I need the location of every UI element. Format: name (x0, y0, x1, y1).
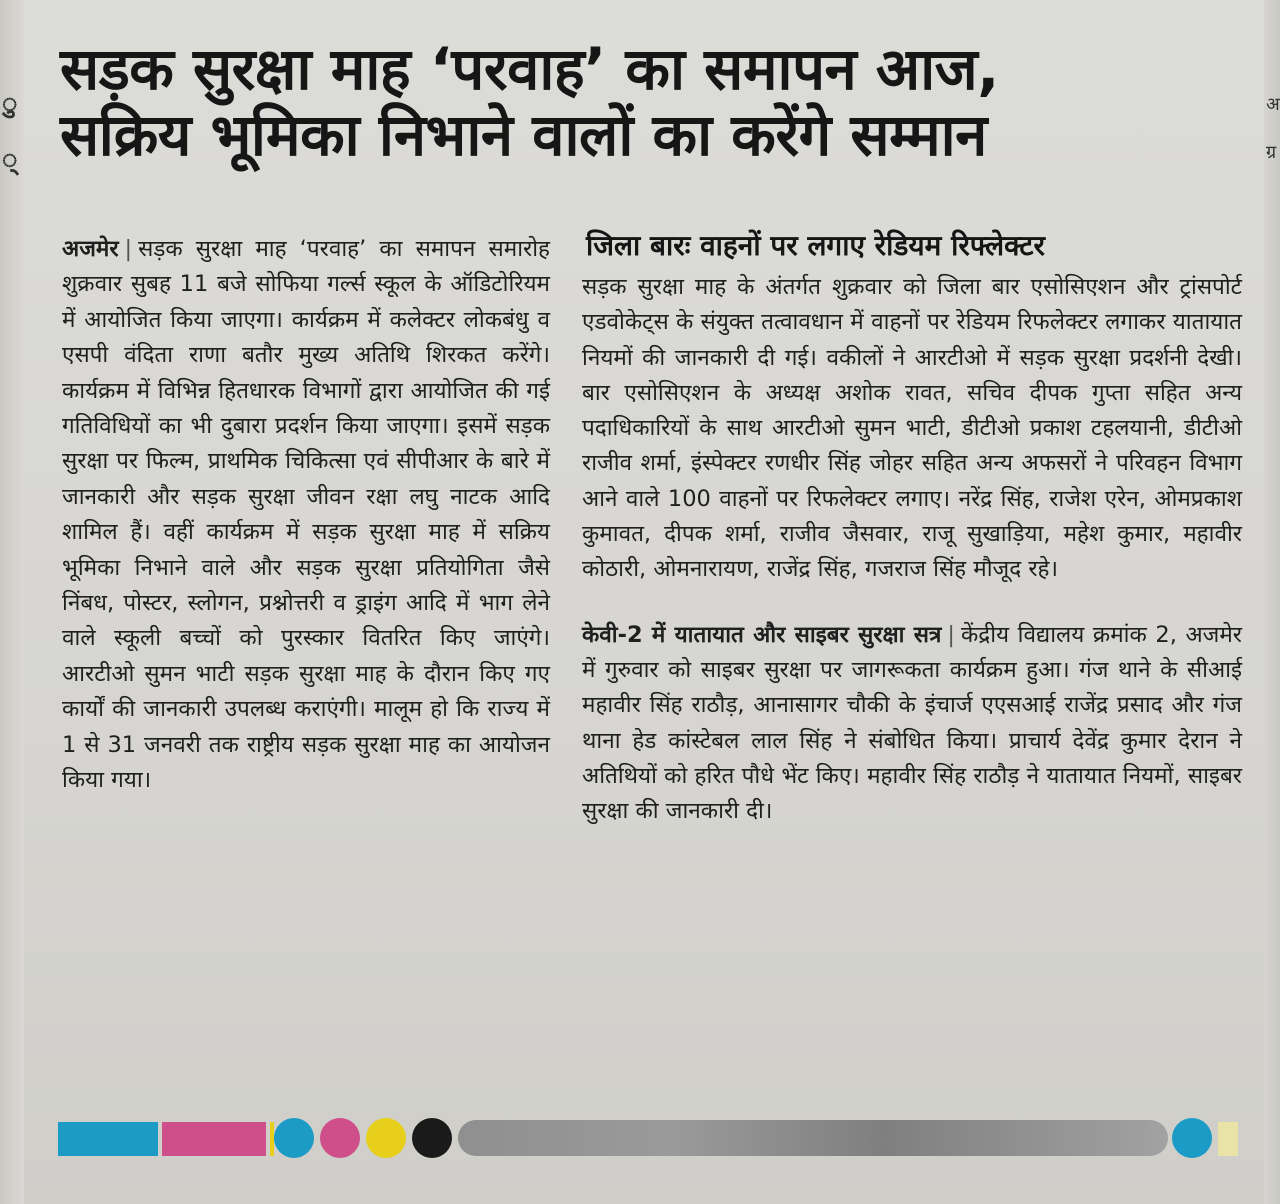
light-yellow-block (1218, 1122, 1238, 1156)
dateline: अजमेर (62, 236, 119, 262)
cyan-dot-right (1172, 1118, 1212, 1158)
print-color-registration-bar (58, 1118, 1238, 1158)
left-column-article (62, 232, 550, 799)
adjacent-column-right-edge: अ ग्र (1264, 0, 1280, 1204)
article-district-bar-body: सड़क सुरक्षा माह के अंतर्गत शुक्रवार को जिला बार एसोसिएशन और ट्रांसपोर्ट एडवोकेट्स के संयुक्त तत्वावधान में वाहनों पर रेडियम रिफलेक्टर लगाकर यातायात नियमों की जानकारी दी गई। वकीलों ने आरटीओ में सड़क सुरक्षा प्रदर्शनी देखी। बार एसोसिएशन के अध्यक्ष अशोक रावत, सचिव दीपक गुप्ता सहित अन्य पदाधिकारियों के साथ आरटीओ सुमन भाटी, डीटीओ प्रकाश टहलयानी, डीटीओ राजीव शर्मा, इंस्पेक्टर रणधीर सिंह जोहर सहित अन्य अफसरों ने परिवहन विभाग आने वाले 100 वाहनों पर रिफलेक्टर लगाए। नरेंद्र सिंह, राजेश एरेन, ओमप्रकाश कुमावत, दीपक शर्मा, राजीव जैसवार, राजू सुखाड़िया, महेश कुमार, महावीर कोठारी, ओमनारायण, राजेंद्र सिंह, गजराज सिंह मौजूद रहे। (582, 274, 1242, 583)
adjacent-column-left-edge: ु ् (0, 0, 24, 1204)
grey-density-strip (458, 1120, 1168, 1156)
magenta-dot (320, 1118, 360, 1158)
kv2-separator: | (947, 621, 955, 648)
headline-line-1: सड़क सुरक्षा माह ‘परवाह’ का समापन आज, (60, 35, 999, 103)
headline (60, 36, 1250, 168)
cyan-dot (274, 1118, 314, 1158)
headline-line-2: सक्रिय भूमिका निभाने वालों का करेंगे सम्मान (60, 101, 987, 169)
dateline-separator: | (124, 236, 133, 262)
left-column-body: सड़क सुरक्षा माह ‘परवाह’ का समापन समारोह शुक्रवार सुबह 11 बजे सोफिया गर्ल्स स्कूल के ऑडिटोरियम में आयोजित किया जाएगा। कार्यक्रम में कलेक्टर लोकबंधु व एसपी वंदिता राणा बतौर मुख्य अतिथि शिरकत करेंगे। कार्यक्रम में विभिन्न हितधारक विभागों द्वारा आयोजित की गई गतिविधियों का भी दुबारा प्रदर्शन किया जाएगा। इसमें सड़क सुरक्षा पर फिल्म, प्राथमिक चिकित्सा एवं सीपीआर के बारे में जानकारी और सड़क सुरक्षा जीवन रक्षा लघु नाटक आदि शामिल हैं। वहीं कार्यक्रम में सड़क सुरक्षा माह में सक्रिय भूमिका निभाने वाले और सड़क सुरक्षा प्रतियोगिता जैसे निंबध, पोस्टर, स्लोगन, प्रश्नोत्तरी व ड्राइंग आदि में भाग लेने वाले स्कूली बच्चों को पुरस्कार वितरित किए जाएंगे। आरटीओ सुमन भाटी सड़क सुरक्षा माह के दौरान किए गए कार्यों की जानकारी उपलब्ध कराएंगी। मालूम हो कि राज्य में 1 से 31 जनवरी तक राष्ट्रीय सड़क सुरक्षा माह का आयोजन किया गया। (62, 236, 550, 794)
kv2-session-body: केंद्रीय विद्यालय क्रमांक 2, अजमेर में गुरुवार को साइबर सुरक्षा पर जागरूकता कार्यक्रम हुआ। गंज थाने के सीआई महावीर सिंह राठौड़, आनासागर चौकी के इंचार्ज एएसआई राजेंद्र प्रसाद और गंज थाना हेड कांस्टेबल लाल सिंह ने संबोधित किया। प्राचार्य देवेंद्र कुमार देरान ने अतिथियों को हरित पौधे भेंट किए। महावीर सिंह राठौड़ ने यातायात नियमों, साइबर सुरक्षा की जानकारी दी। (582, 621, 1242, 825)
black-dot (412, 1118, 452, 1158)
magenta-block (162, 1122, 266, 1156)
subhead-district-bar: जिला बारः वाहनों पर लगाए रेडियम रिफ्लेक्टर (586, 229, 1045, 262)
right-column-articles (582, 226, 1242, 829)
yellow-dot (366, 1118, 406, 1158)
article-kv2-session (582, 618, 1242, 830)
kv2-session-lead: केवी-2 में यातायात और साइबर सुरक्षा सत्र (582, 621, 942, 648)
cyan-block (58, 1122, 158, 1156)
